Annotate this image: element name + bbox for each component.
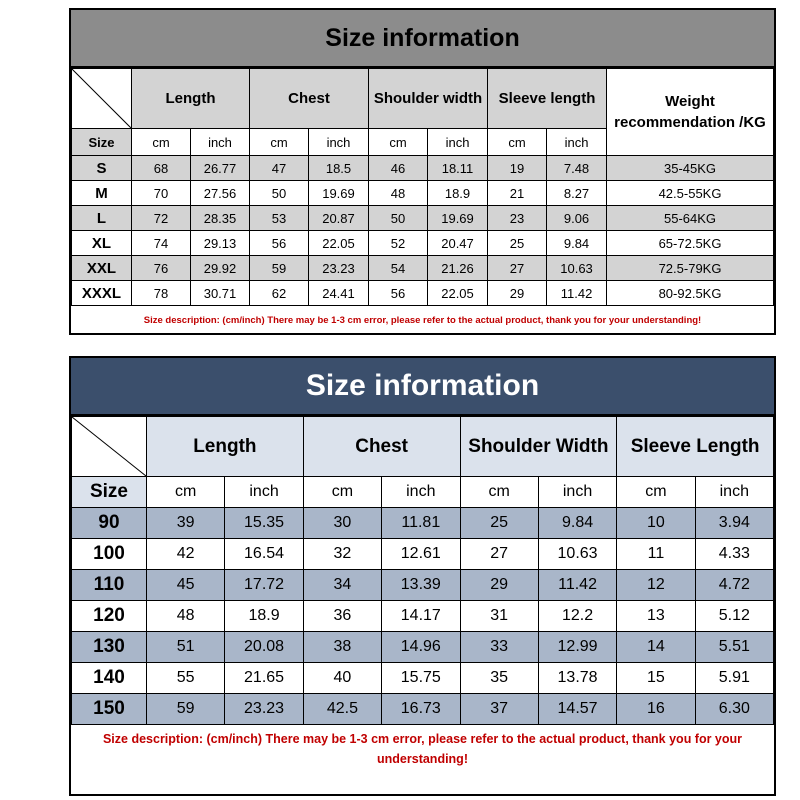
header-chest: Chest [250,69,369,129]
table-cell: 17.72 [225,570,303,601]
unit-inch: inch [695,477,773,508]
table-cell: 30 [303,508,381,539]
table-cell: 55-64KG [607,206,774,231]
table-cell: 28.35 [191,206,250,231]
table-row [72,231,774,256]
table-cell: 9.84 [538,508,616,539]
table-cell: 19.69 [428,206,488,231]
size-cell: 130 [72,632,147,663]
unit-inch: inch [191,129,250,156]
table-cell: 6.30 [695,694,773,725]
table-cell: 52 [369,231,428,256]
table-cell: 35 [460,663,538,694]
table-cell: 11.42 [538,570,616,601]
table-cell: 45 [147,570,225,601]
table-cell: 80-92.5KG [607,281,774,306]
table-cell: 39 [147,508,225,539]
table-row [72,156,774,181]
unit-cm: cm [460,477,538,508]
size-note: Size description: (cm/inch) There may be 1-3 cm error, please refer to the actual product, thank you for your understanding! [143,314,702,326]
table-cell: 34 [303,570,381,601]
table-cell: 78 [132,281,191,306]
size-cell: 110 [72,570,147,601]
table-cell: 19 [488,156,547,181]
table-cell: 18.9 [428,181,488,206]
table-row [72,206,774,231]
table-cell: 33 [460,632,538,663]
unit-inch: inch [428,129,488,156]
table-cell: 48 [369,181,428,206]
unit-inch: inch [309,129,369,156]
header-sleeve-length: Sleeve length [488,69,607,129]
table-title: Size information [71,10,774,68]
unit-cm: cm [147,477,225,508]
size-cell: S [72,156,132,181]
table-cell: 20.47 [428,231,488,256]
size-cell: XXXL [72,281,132,306]
unit-inch: inch [547,129,607,156]
table-cell: 37 [460,694,538,725]
table-cell: 50 [250,181,309,206]
table-cell: 65-72.5KG [607,231,774,256]
unit-cm: cm [132,129,191,156]
size-cell: 90 [72,508,147,539]
table-cell: 30.71 [191,281,250,306]
size-cell: XXL [72,256,132,281]
table-cell: 16 [617,694,695,725]
table-cell: 74 [132,231,191,256]
table-cell: 10.63 [547,256,607,281]
table-cell: 5.91 [695,663,773,694]
table-cell: 26.77 [191,156,250,181]
table-cell: 50 [369,206,428,231]
table-cell: 59 [250,256,309,281]
unit-cm: cm [488,129,547,156]
table-cell: 5.12 [695,601,773,632]
table-cell: 27 [488,256,547,281]
table-row [72,632,774,663]
table-cell: 13.78 [538,663,616,694]
table-cell: 59 [147,694,225,725]
table-row [72,539,774,570]
header-length: Length [132,69,250,129]
table-cell: 5.51 [695,632,773,663]
size-cell: 150 [72,694,147,725]
corner-diagonal-cell [72,69,132,129]
table-cell: 15 [617,663,695,694]
table-cell: 36 [303,601,381,632]
table-cell: 29.13 [191,231,250,256]
unit-inch: inch [538,477,616,508]
table-cell: 10 [617,508,695,539]
table-cell: 14.17 [382,601,460,632]
table-cell: 18.11 [428,156,488,181]
header-shoulder-width: Shoulder width [369,69,488,129]
table-cell: 70 [132,181,191,206]
table-cell: 42.5 [303,694,381,725]
table-cell: 18.5 [309,156,369,181]
unit-inch: inch [225,477,303,508]
table-cell: 13.39 [382,570,460,601]
table-cell: 12.99 [538,632,616,663]
table-row [72,281,774,306]
unit-cm: cm [369,129,428,156]
size-chart-table [71,68,774,334]
table-cell: 24.41 [309,281,369,306]
table-cell: 4.72 [695,570,773,601]
table-cell: 68 [132,156,191,181]
header-shoulder-width: Shoulder Width [460,417,617,477]
table-cell: 55 [147,663,225,694]
size-chart-table [71,416,774,775]
table-cell: 20.87 [309,206,369,231]
table-cell: 29 [460,570,538,601]
table-row [72,256,774,281]
size-cell: L [72,206,132,231]
table-cell: 14.57 [538,694,616,725]
table-cell: 38 [303,632,381,663]
table-cell: 54 [369,256,428,281]
table-cell: 12.2 [538,601,616,632]
unit-cm: cm [617,477,695,508]
table-cell: 29 [488,281,547,306]
table-cell: 10.63 [538,539,616,570]
table-cell: 4.33 [695,539,773,570]
table-cell: 11.42 [547,281,607,306]
size-cell: 140 [72,663,147,694]
table-cell: 9.84 [547,231,607,256]
table-cell: 15.75 [382,663,460,694]
table-cell: 23 [488,206,547,231]
table-cell: 53 [250,206,309,231]
size-cell: M [72,181,132,206]
table-cell: 12.61 [382,539,460,570]
table-cell: 29.92 [191,256,250,281]
table-cell: 42 [147,539,225,570]
table-cell: 35-45KG [607,156,774,181]
table-cell: 19.69 [309,181,369,206]
table-cell: 14 [617,632,695,663]
size-column-label: Size [72,477,147,508]
size-column-label: Size [72,129,132,156]
table-cell: 16.54 [225,539,303,570]
size-cell: 120 [72,601,147,632]
header-weight-recommendation: Weight recommendation /KG [607,69,774,156]
table-cell: 32 [303,539,381,570]
unit-cm: cm [250,129,309,156]
corner-diagonal-cell [72,417,147,477]
size-cell: 100 [72,539,147,570]
table-cell: 18.9 [225,601,303,632]
table-cell: 11.81 [382,508,460,539]
table-cell: 56 [250,231,309,256]
table-cell: 12 [617,570,695,601]
unit-cm: cm [303,477,381,508]
table-cell: 48 [147,601,225,632]
table-cell: 31 [460,601,538,632]
table-row [72,601,774,632]
table-cell: 13 [617,601,695,632]
size-table-kids [69,356,776,796]
table-cell: 42.5-55KG [607,181,774,206]
table-cell: 9.06 [547,206,607,231]
table-cell: 72.5-79KG [607,256,774,281]
table-cell: 47 [250,156,309,181]
table-cell: 40 [303,663,381,694]
table-cell: 20.08 [225,632,303,663]
table-cell: 25 [488,231,547,256]
table-cell: 21.65 [225,663,303,694]
header-sleeve-length: Sleeve Length [617,417,774,477]
table-row [72,570,774,601]
table-cell: 16.73 [382,694,460,725]
table-cell: 76 [132,256,191,281]
table-cell: 23.23 [225,694,303,725]
table-cell: 22.05 [428,281,488,306]
table-cell: 21.26 [428,256,488,281]
table-cell: 14.96 [382,632,460,663]
header-length: Length [147,417,304,477]
table-cell: 21 [488,181,547,206]
table-cell: 46 [369,156,428,181]
table-row [72,181,774,206]
size-note: Size description: (cm/inch) There may be 1-3 cm error, please refer to the actual product, thank you for your understanding! [102,732,743,766]
size-table-adult [69,8,776,335]
table-row [72,508,774,539]
table-cell: 11 [617,539,695,570]
table-cell: 27 [460,539,538,570]
table-cell: 3.94 [695,508,773,539]
table-cell: 7.48 [547,156,607,181]
table-cell: 56 [369,281,428,306]
table-title: Size information [71,358,774,416]
table-row [72,663,774,694]
header-chest: Chest [303,417,460,477]
unit-inch: inch [382,477,460,508]
table-cell: 15.35 [225,508,303,539]
table-cell: 8.27 [547,181,607,206]
table-cell: 62 [250,281,309,306]
table-cell: 25 [460,508,538,539]
table-cell: 51 [147,632,225,663]
table-cell: 22.05 [309,231,369,256]
table-cell: 72 [132,206,191,231]
table-cell: 27.56 [191,181,250,206]
table-row [72,694,774,725]
table-cell: 23.23 [309,256,369,281]
size-cell: XL [72,231,132,256]
